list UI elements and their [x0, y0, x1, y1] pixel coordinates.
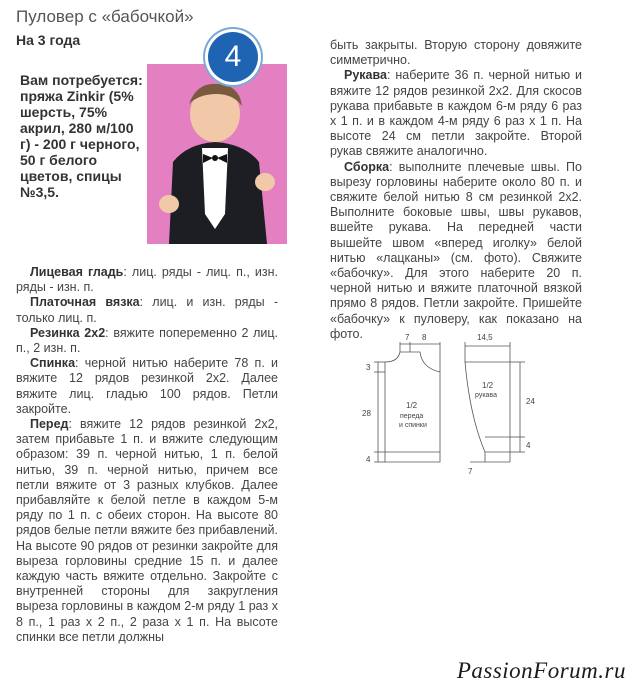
dim-body-height: 28	[362, 409, 371, 418]
dim-sleeve-height: 24	[526, 397, 535, 406]
body-label-line2: переда	[400, 413, 424, 420]
section-back: Спинка: черной нитью наберите 78 п. и вяжите 12 рядов резинкой 2х2. Далее вяжите лиц. гладью 100 рядов. Петли закройте.	[16, 356, 278, 416]
instructions-left-column	[16, 265, 278, 645]
section-front: Перед: вяжите 12 рядов резинкой 2х2, затем прибавьте 1 п. и вяжите следующим образом: 39 п. черной нитью, 1 п. белой нитью, 39 п. черной нитью, причем все петли вяжите от 3 разных клубков. Далее прибавляйте к белой петле в каждом 5-м ряду по 1 п. с обеих сторон. На высоте 80 рядов белые петли вяжите без прибавлений. На высоте 90 рядов от резинки закройте для выреза горловины средние 15 п. и далее каждую часть вяжите отдельно. Закройте с внутренней стороны для закругления выреза горловины в каждом 2-м ряду 1 раз х 8 п., 1 раз х 2 п., 2 раза х 1 п. На высоте спинки все петли должны	[16, 417, 278, 644]
model-photo	[147, 64, 287, 244]
section-sleeves: Рукава: наберите 36 п. черной нитью и вяжите 12 рядов резинкой 2х2. Для скосов рукава прибавьте в каждом 6-м ряду 6 раз х 1 п. и в каждом 4-м ряду 6 раз х 1 п. На высоте 24 см петли закройте. Второй рукав свяжите аналогично.	[330, 68, 582, 159]
child-illustration	[147, 64, 287, 244]
dim-body-left-bottom: 4	[366, 455, 371, 464]
dim-body-left-top: 3	[366, 363, 371, 372]
age-label: На 3 года	[16, 32, 81, 48]
section-assembly: Сборка: выполните плечевые швы. По вырезу горловины наберите около 80 п. и свяжите белой нитью 8 см резинкой 2х2. Выполните боковые швы, швы рукавов, вшейте рукава. На передней части вышейте швом «вперед иголку» белой нитью «лацканы» (см. фото). Свяжите «бабочку». Для этого наберите 20 п. черной нитью и вяжите платочной вязкой прямо 8 рядов. Петли закройте. Пришейте «бабочку» к пуловеру, как показано на фото.	[330, 159, 582, 341]
pattern-schematic	[360, 332, 560, 487]
section-garter: Платочная вязка: лиц. и изн. ряды - только лиц. п.	[16, 295, 278, 325]
dim-body-top-right: 8	[422, 333, 427, 342]
dim-sleeve-bottom-right: 4	[526, 441, 531, 450]
section-stockinette: Лицевая гладь: лиц. ряды - лиц. п., изн. ряды - изн. п.	[16, 265, 278, 295]
sleeve-label-line2: рукава	[475, 392, 497, 399]
sleeve-label-line1: 1/2	[482, 381, 494, 390]
section-front-continued: быть закрыты. Вторую сторону довяжите симметрично.	[330, 38, 582, 68]
pattern-number-badge: 4	[208, 32, 258, 82]
watermark: PassionForum.ru	[456, 658, 626, 683]
body-label-line1: 1/2	[406, 401, 418, 410]
page-title: Пуловер с «бабочкой»	[16, 7, 194, 26]
materials-list: Вам потребуется: пряжа Zinkir (5% шерсть, 75% акрил, 280 м/100 г) - 200 г черного, 50 г белого цветов, спицы №3,5.	[20, 72, 143, 200]
body-label-line3: и спинки	[399, 422, 427, 429]
instructions-right-column	[330, 38, 582, 342]
dim-body-top-left: 7	[405, 333, 410, 342]
dim-sleeve-top: 14,5	[477, 333, 493, 342]
section-rib: Резинка 2х2: вяжите попеременно 2 лиц. п., 2 изн. п.	[16, 325, 278, 356]
dim-sleeve-bottom: 7	[468, 467, 473, 476]
